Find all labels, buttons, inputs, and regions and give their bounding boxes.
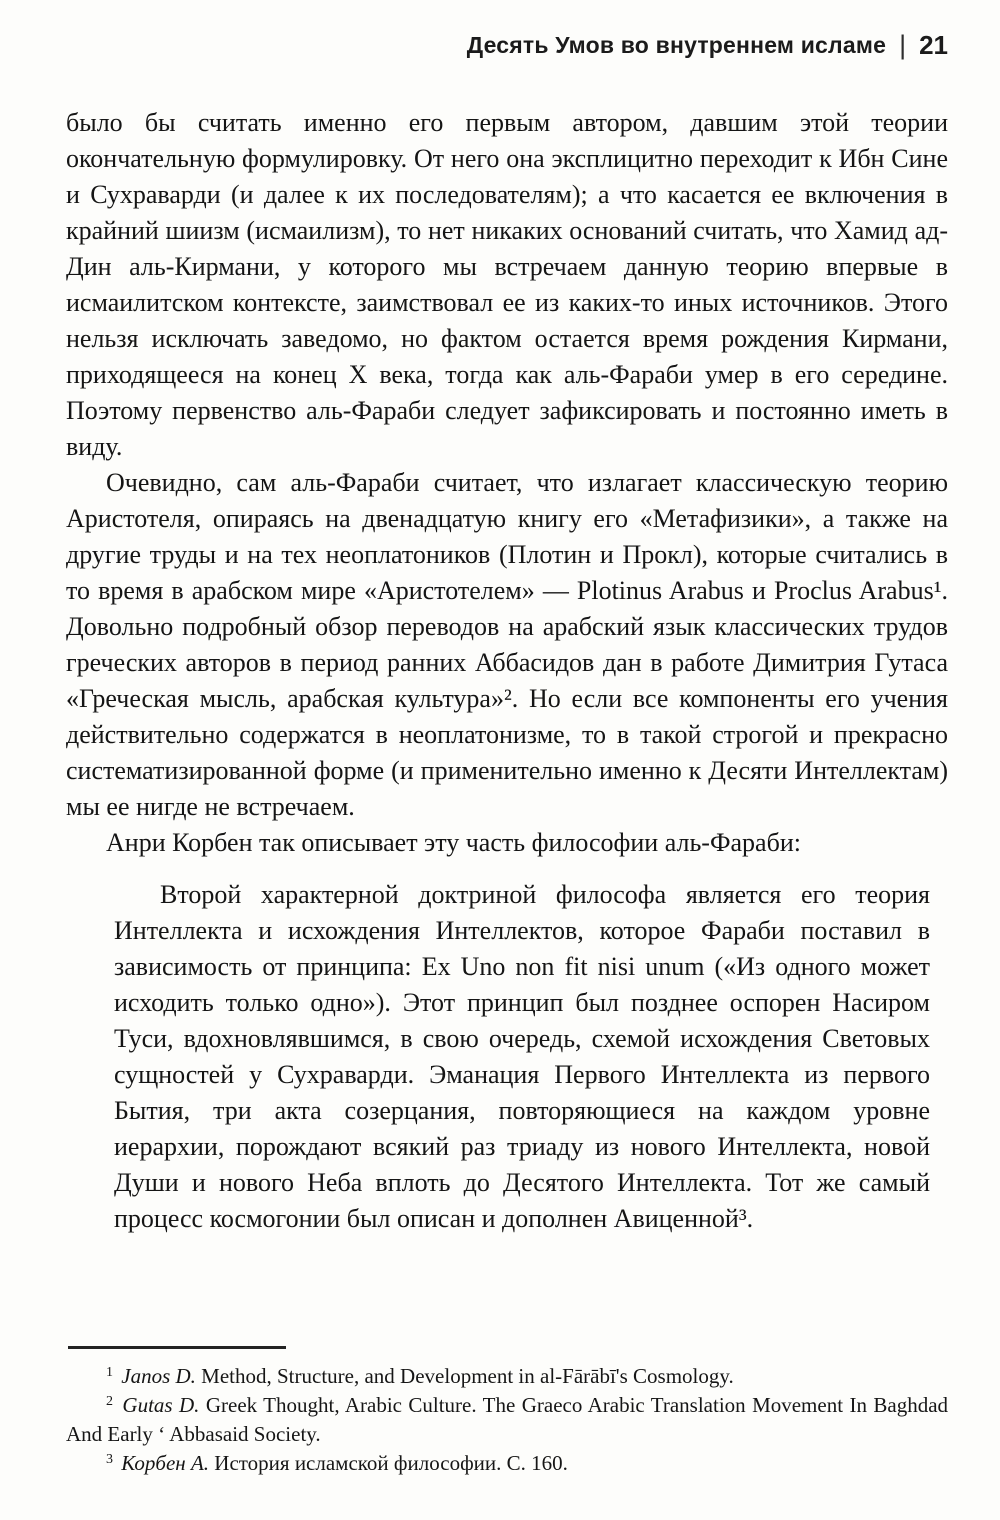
footnote-text: История исламской философии. С. 160. (214, 1451, 568, 1475)
running-title: Десять Умов во внутреннем исламе (466, 32, 887, 58)
footnote-marker: 2 (106, 1394, 113, 1409)
footnote (66, 1391, 948, 1449)
footnote-author: Корбен А. (121, 1451, 210, 1475)
footnote-author: Gutas D. (122, 1393, 200, 1417)
footnote-author: Janos D. (121, 1364, 196, 1388)
footnote-marker: 3 (106, 1452, 113, 1467)
footnote (66, 1449, 948, 1478)
page-header (66, 30, 948, 61)
paragraph: Очевидно, сам аль-Фараби считает, что излагает классическую теорию Аристотеля, опираясь на двенадцатую книгу его «Метафизики», а также на другие труды и на тех неоплатоников (Плотин и Прокл), которые считались в то время в арабском мире «Аристотелем» — Plotinus Arabus и Proclus Arabus¹. Довольно подробный обзор переводов на арабский язык классических трудов греческих авторов в период ранних Аббасидов дан в работе Димитрия Гутаса «Греческая мысль, арабская культура»². Но если все компоненты его учения действительно содержатся в неоплатонизме, то в такой строгой и прекрасно систематизированной форме (и применительно именно к Десяти Интеллектам) мы ее нигде не встречаем. (66, 468, 948, 821)
block-quote: Второй характерной доктриной философа является его теория Интеллекта и исхождения Интеллектов, которое Фараби поставил в зависимость от принципа: Ex Uno non fit nisi unum («Из одного может исходить только одно»). Этот принцип был позднее оспорен Насиром Туси, вдохновлявшимся, в свою очередь, схемой исхождения Световых сущностей у Сухраварди. Эманация Первого Интеллекта из первого Бытия, три акта созерцания, повторяющиеся на каждом уровне иерархии, порождают всякий раз триаду из нового Интеллекта, новой Души и нового Неба вплоть до Десятого Интеллекта. Тот же самый процесс космогонии был описан и дополнен Авиценной³. (114, 880, 930, 1233)
page-body (66, 105, 948, 1247)
footnote-text: Method, Structure, and Development in al-Fārābī's Cosmology. (201, 1364, 734, 1388)
header-separator: | (899, 30, 907, 60)
paragraph-continuation: было бы считать именно его первым автором, давшим этой теории окончательную формулировку. От него она эксплицитно переходит к Ибн Сине и Сухраварди (и далее к их последователям); а что касается ее включения в крайний шиизм (исмаилизм), то нет никаких оснований считать, что Хамид ад-Дин аль-Кирмани, у которого мы встречаем данную теорию впервые в исмаилитском контексте, заимствовал ее из каких-то иных источников. Этого нельзя исключать заведомо, но фактом остается время рождения Кирмани, приходящееся на конец X века, тогда как аль-Фараби умер в его середине. Поэтому первенство аль-Фараби следует зафиксировать и постоянно иметь в виду. (66, 108, 948, 461)
footnote (66, 1362, 948, 1391)
page-number: 21 (919, 30, 948, 60)
footnote-separator-rule (68, 1346, 286, 1349)
footnote-text: Greek Thought, Arabic Culture. The Graeco Arabic Translation Movement In Baghdad And Early ‘ Abbasaid Society. (66, 1393, 949, 1446)
footnote-marker: 1 (106, 1365, 113, 1380)
paragraph: Анри Корбен так описывает эту часть философии аль-Фараби: (106, 828, 801, 857)
footnotes-section (66, 1346, 948, 1478)
